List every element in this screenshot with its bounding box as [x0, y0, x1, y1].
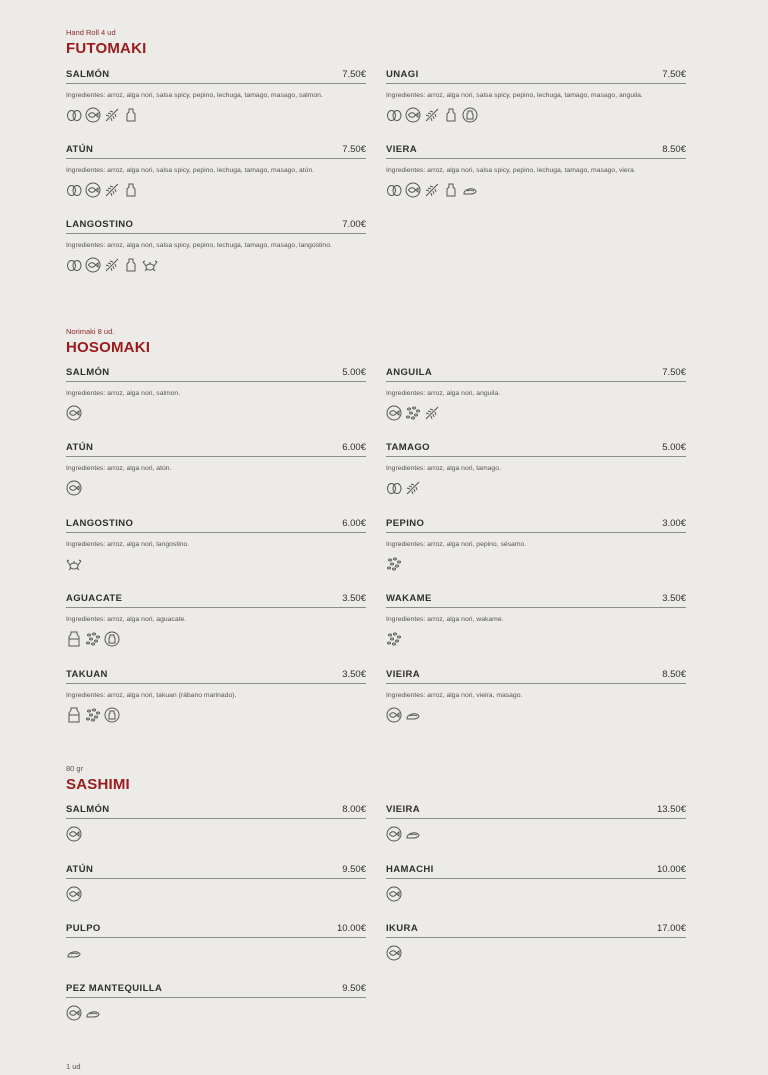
mollusc-icon — [85, 1005, 101, 1021]
allergen-icons — [66, 826, 366, 842]
allergen-icons — [66, 257, 366, 273]
menu-item — [66, 219, 366, 273]
menu-item — [66, 593, 366, 647]
allergen-icons — [66, 556, 366, 572]
fish-icon — [386, 886, 402, 902]
allergen-icons — [386, 556, 686, 572]
item-price: 10.00€ — [656, 864, 686, 875]
menu-item — [386, 144, 686, 198]
milk-icon — [66, 707, 82, 723]
menu-item — [66, 69, 366, 123]
fish-icon — [386, 826, 402, 842]
fish-icon — [66, 480, 82, 496]
mustard-icon — [123, 257, 139, 273]
allergen-icons — [386, 945, 686, 961]
item-name: SALMÓN — [66, 804, 110, 815]
item-name: VIEIRA — [386, 669, 421, 680]
section-subtitle: Hand Roll 4 ud — [66, 28, 116, 37]
section-subtitle: 80 gr — [66, 764, 84, 773]
mustard-icon — [123, 182, 139, 198]
allergen-icons — [66, 107, 366, 123]
allergen-icons — [386, 826, 686, 842]
item-price: 7.00€ — [342, 219, 366, 230]
menu-item — [386, 518, 686, 572]
gluten-icon — [405, 480, 421, 496]
item-price: 3.50€ — [662, 593, 686, 604]
item-price: 9.50€ — [342, 864, 366, 875]
item-price: 3.50€ — [342, 669, 366, 680]
fish-icon — [66, 886, 82, 902]
section-title: HOSOMAKI — [66, 339, 151, 356]
menu-item — [386, 804, 686, 842]
item-price: 3.50€ — [342, 593, 366, 604]
item-price: 8.50€ — [662, 144, 686, 155]
allergen-icons — [66, 480, 366, 496]
gluten-icon — [104, 107, 120, 123]
fish-icon — [386, 945, 402, 961]
menu-item — [386, 923, 686, 961]
gluten-icon — [104, 182, 120, 198]
fish-icon — [85, 107, 101, 123]
item-name: PEPINO — [386, 518, 425, 529]
fish-icon — [66, 405, 82, 421]
gluten-icon — [104, 257, 120, 273]
item-price: 8.50€ — [662, 669, 686, 680]
item-price: 6.00€ — [342, 442, 366, 453]
soy-icon — [104, 631, 120, 647]
item-name: TAKUAN — [66, 669, 108, 680]
mollusc-icon — [462, 182, 478, 198]
item-ingredients: Ingredientes: arroz, alga nori, aguacate. — [66, 616, 187, 623]
allergen-icons — [386, 886, 686, 902]
menu-item — [66, 669, 366, 723]
gluten-icon — [424, 107, 440, 123]
egg-icon — [66, 257, 82, 273]
item-name: WAKAME — [386, 593, 432, 604]
section-subtitle: Norimaki 8 ud. — [66, 327, 115, 336]
item-price: 3.00€ — [662, 518, 686, 529]
item-name: ANGUILA — [386, 367, 433, 378]
item-price: 17.00€ — [656, 923, 686, 934]
hosomaki-section — [66, 327, 686, 357]
soy-icon — [104, 707, 120, 723]
item-ingredients: Ingredientes: arroz, alga nori, tamago. — [386, 465, 501, 472]
fish-icon — [405, 107, 421, 123]
menu-item — [386, 669, 686, 723]
footer-note: 1 ud — [66, 1062, 81, 1071]
fish-icon — [85, 257, 101, 273]
item-name: TAMAGO — [386, 442, 430, 453]
item-price: 7.50€ — [342, 144, 366, 155]
milk-icon — [66, 631, 82, 647]
item-name: PEZ MANTEQUILLA — [66, 983, 163, 994]
sesame-icon — [85, 631, 101, 647]
item-ingredients: Ingredientes: arroz, alga nori, pepino, sésamo. — [386, 541, 527, 548]
item-name: HAMACHI — [386, 864, 434, 875]
sesame-icon — [85, 707, 101, 723]
menu-item — [386, 864, 686, 902]
item-ingredients: Ingredientes: arroz, alga nori, salsa spicy, pepino, lechuga, tamago, masago, viera. — [386, 167, 636, 174]
allergen-icons — [66, 886, 366, 902]
allergen-icons — [66, 707, 366, 723]
item-ingredients: Ingredientes: arroz, alga nori, salsa spicy, pepino, lechuga, tamago, masago, salmon. — [66, 92, 323, 99]
menu-item — [66, 804, 366, 842]
futomaki-section — [66, 28, 686, 58]
item-price: 10.00€ — [336, 923, 366, 934]
item-ingredients: Ingredientes: arroz, alga nori, anguila. — [386, 390, 501, 397]
egg-icon — [66, 107, 82, 123]
fish-icon — [66, 1005, 82, 1021]
item-ingredients: Ingredientes: arroz, alga nori, wakame. — [386, 616, 504, 623]
item-ingredients: Ingredientes: arroz, alga nori, salmon. — [66, 390, 181, 397]
menu-item — [66, 442, 366, 496]
item-name: SALMÓN — [66, 69, 110, 80]
sesame-icon — [405, 405, 421, 421]
menu-item — [66, 864, 366, 902]
mollusc-icon — [405, 707, 421, 723]
item-price: 7.50€ — [662, 367, 686, 378]
item-ingredients: Ingredientes: arroz, alga nori, salsa spicy, pepino, lechuga, tamago, masago, anguila. — [386, 92, 643, 99]
mustard-icon — [123, 107, 139, 123]
item-price: 5.00€ — [342, 367, 366, 378]
item-ingredients: Ingredientes: arroz, alga nori, salsa spicy, pepino, lechuga, tamago, masago, langostino. — [66, 242, 332, 249]
section-title: FUTOMAKI — [66, 40, 147, 57]
item-name: IKURA — [386, 923, 419, 934]
crustacean-icon — [66, 556, 82, 572]
egg-icon — [386, 182, 402, 198]
gluten-icon — [424, 405, 440, 421]
item-price: 7.50€ — [342, 69, 366, 80]
menu-item — [386, 593, 686, 647]
item-name: LANGOSTINO — [66, 219, 134, 230]
allergen-icons — [66, 1005, 366, 1021]
item-name: ATÚN — [66, 442, 94, 453]
sashimi-section — [66, 764, 686, 794]
item-name: UNAGI — [386, 69, 419, 80]
allergen-icons — [66, 945, 366, 961]
menu-item — [66, 983, 366, 1021]
item-ingredients: Ingredientes: arroz, alga nori, vieira, masago. — [386, 692, 523, 699]
fish-icon — [66, 826, 82, 842]
fish-icon — [386, 405, 402, 421]
allergen-icons — [386, 480, 686, 496]
item-name: LANGOSTINO — [66, 518, 134, 529]
menu-item — [66, 144, 366, 198]
crustacean-icon — [142, 257, 158, 273]
fish-icon — [405, 182, 421, 198]
allergen-icons — [386, 107, 686, 123]
item-name: SALMÓN — [66, 367, 110, 378]
soy-icon — [462, 107, 478, 123]
item-name: VIEIRA — [386, 804, 421, 815]
item-name: VIERA — [386, 144, 418, 155]
allergen-icons — [66, 405, 366, 421]
item-price: 9.50€ — [342, 983, 366, 994]
item-ingredients: Ingredientes: arroz, alga nori, takuan (rábano marinado). — [66, 692, 237, 699]
item-ingredients: Ingredientes: arroz, alga nori, langostino. — [66, 541, 190, 548]
item-name: ATÚN — [66, 144, 94, 155]
egg-icon — [386, 107, 402, 123]
item-price: 6.00€ — [342, 518, 366, 529]
menu-item — [386, 442, 686, 496]
mollusc-icon — [66, 945, 82, 961]
menu-item — [386, 69, 686, 123]
item-ingredients: Ingredientes: arroz, alga nori, atún. — [66, 465, 172, 472]
egg-icon — [66, 182, 82, 198]
allergen-icons — [386, 631, 686, 647]
allergen-icons — [386, 707, 686, 723]
allergen-icons — [66, 182, 366, 198]
allergen-icons — [386, 182, 686, 198]
item-price: 8.00€ — [342, 804, 366, 815]
gluten-icon — [424, 182, 440, 198]
allergen-icons — [386, 405, 686, 421]
menu-item — [386, 367, 686, 421]
item-price: 7.50€ — [662, 69, 686, 80]
item-name: AGUACATE — [66, 593, 123, 604]
allergen-icons — [66, 631, 366, 647]
mustard-icon — [443, 182, 459, 198]
item-name: ATÚN — [66, 864, 94, 875]
item-price: 5.00€ — [662, 442, 686, 453]
sesame-icon — [386, 556, 402, 572]
egg-icon — [386, 480, 402, 496]
item-price: 13.50€ — [656, 804, 686, 815]
mollusc-icon — [405, 826, 421, 842]
menu-item — [66, 367, 366, 421]
mustard-icon — [443, 107, 459, 123]
menu-item — [66, 923, 366, 961]
section-title: SASHIMI — [66, 776, 130, 793]
sesame-icon — [386, 631, 402, 647]
item-ingredients: Ingredientes: arroz, alga nori, salsa spicy, pepino, lechuga, tamago, masago, atún. — [66, 167, 315, 174]
menu-item — [66, 518, 366, 572]
fish-icon — [386, 707, 402, 723]
item-name: PULPO — [66, 923, 101, 934]
fish-icon — [85, 182, 101, 198]
